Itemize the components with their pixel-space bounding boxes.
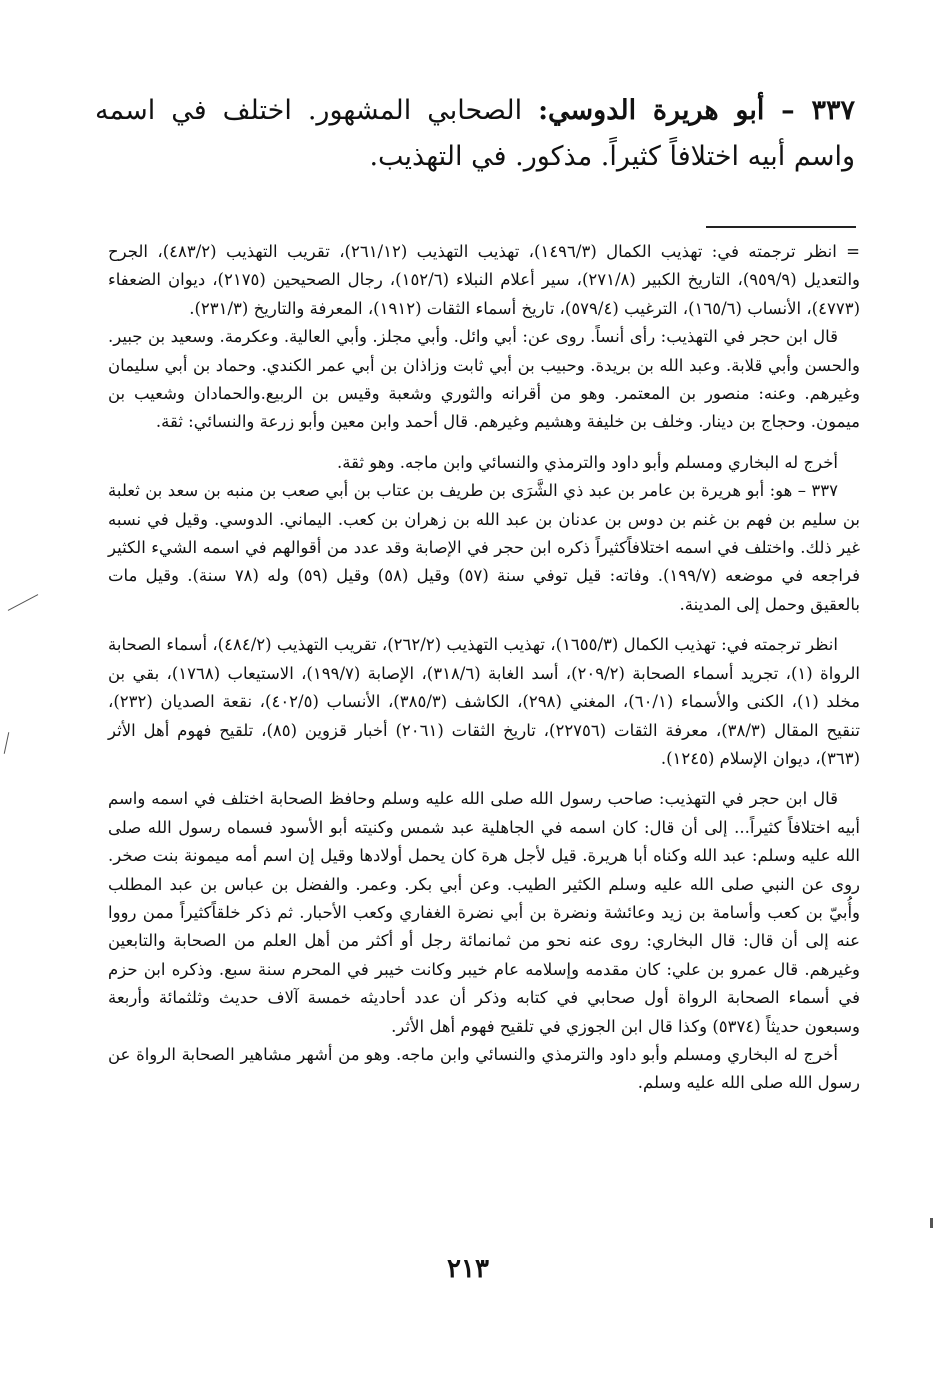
scan-artifact bbox=[8, 594, 38, 611]
footnote-continuation-sources: = انظر ترجمته في: تهذيب الكمال (١٤٩٦/٣)، تهذيب التهذيب (٢٦١/١٢)، تقريب التهذيب (٤٨٣/٢)، الجرح والتعديل (٩٥٩/٩)، التاريخ الكبير (٢٧١/٨)، سير أعلام النبلاء (١٥٢/٦)، رجال الصحيحين (٢١٧٥)، ديوان الضعفاء (٤٧٧٣)، الأنساب (١٦٥/٦)، الترغيب (٥٧٩/٤)، تاريخ أسماء الثقات (١٩١٢)، المعرفة والتاريخ (٢٣١/٣). bbox=[108, 242, 860, 318]
entry-heading: ٣٣٧ – أبو هريرة الدوسي: bbox=[538, 95, 856, 126]
footnote-narrators-337: أخرج له البخاري ومسلم وأبو داود والترمذي والنسائي وابن ماجه. وهو من أشهر مشاهير الصحابة الرواة عن رسول الله صلى الله عليه وسلم. bbox=[108, 1044, 860, 1093]
scan-artifact bbox=[4, 732, 10, 754]
entry-text: الصحابي المشهور. اختلف في اسمه واسم أبيه اختلافاً كثيراً. مذكور. في التهذيب. bbox=[95, 95, 855, 172]
main-entry bbox=[95, 88, 855, 180]
footnotes bbox=[108, 238, 860, 1098]
footnote-sources-337: انظر ترجمته في: تهذيب الكمال (١٦٥٥/٣)، تهذيب التهذيب (٢٦٢/٢)، تقريب التهذيب (٤٨٤/٢)، أسماء الصحابة الرواة (١)، تجريد أسماء الصحابة (٢٠٩/٢)، أسد الغابة (٣١٨/٦)، الإصابة (١٩٩/٧)، الاستيعاب (١٧٦٨)، بقي بن مخلد (١)، الكنى والأسماء (٦٠/١)، المغني (٢٩٨)، الكاشف (٣٨٥/٣)، الأنساب (٤٠٢/٥)، نقعة الصديان (٢٣٢)، تنقيح المقال (٣٨/٣)، معرفة الثقات (٢٢٧٥٦)، تاريخ الثقات (٢٠٦١) أخبار قزوين (٨٥)، تلقيح فهوم أهل الأثر (٣٦٣)، ديوان الإسلام (١٢٤٥). bbox=[108, 635, 860, 768]
footnote-divider bbox=[706, 226, 856, 228]
footnote-entry-337: ٣٣٧ – هو: أبو هريرة بن عامر بن عبد ذي الشَّرَى بن طريف بن عتاب بن أبي صعب بن منبه بن سعد بن ثعلبة بن سليم بن فهم بن غنم بن دوس بن عدنان بن عبد الله بن زهران بن كعب. اليماني. الدوسي. وقيل في نسبه غير ذلك. واختلف في اسمه اختلافاًكثيراً ذكره ابن حجر في الإصابة وقد عدد من أقوالهم في اسمه الشيء الكثير فراجعه في موضعه (١٩٩/٧). وفاته: قيل توفي سنة (٥٧) وقيل (٥٨) وقيل (٥٩) وله (٧٨ سنة). وقيل مات بالعقيق وحمل إلى المدينة. bbox=[108, 481, 860, 614]
scan-artifact bbox=[930, 1218, 933, 1228]
page-number: ٢١٣ bbox=[447, 1254, 489, 1284]
footnote-narrators: أخرج له البخاري ومسلم وأبو داود والترمذي والنسائي وابن ماجه. وهو ثقة. bbox=[337, 452, 838, 472]
footnote-ibn-hajar-337: قال ابن حجر في التهذيب: صاحب رسول الله صلى الله عليه وسلم وحافظ الصحابة اختلف في اسمه واسم أبيه اختلافاً كثيراً... إلى أن قال: كان اسمه في الجاهلية عبد شمس وكنيته أبو الأسود فسماه رسول الله صلى الله عليه وسلم: عبد الله وكناه أبا هريرة. قيل لأجل هرة كان يحمل أولادها وقيل إن اسم أمه ميمونة بنت صخر. روى عن النبي صلى الله عليه وسلم الكثير الطيب. وعن أبي بكر. وعمر. والفضل بن عباس بن عبد المطلب وأُبيّ بن كعب وأسامة بن زيد وعائشة ونضرة بن أبي نضرة الغفاري وكعب الأحبار. ثم ذكر خلقاًكثيراً ممن رووا عنه إلى أن قال: قال البخاري: روى عنه نحو من ثمانمائة رجل أو أكثر من أهل العلم من الصحابة والتابعين وغيرهم. قال عمرو بن علي: كان مقدمه وإسلامه عام خيبر وكانت خيبر في المحرم سنة سبع. وذكره ابن حزم في أسماء الصحابة الرواة أول صحابي في كتابه وذكر أن عدد أحاديثه خمسة آلاف حديث وثلثمائة وأربعة وسبعون حديثاً (٥٣٧٤) وكذا قال ابن الجوزي في تلقيح فهوم أهل الأثر. bbox=[108, 789, 860, 1036]
footnote-ibn-hajar-quote: قال ابن حجر في التهذيب: رأى أنساً. روى عن: أبي وائل. وأبي مجلز. وأبي العالية. وعكرمة. وسعيد بن جبير. والحسن وأبي قلابة. وعبد الله بن بريدة. وحبيب بن أبي ثابت وزاذان بن أبي عمر الكندي. وحماد بن أبي سليمان وغيرهم. وعنه: منصور بن المعتمر. وهو من أقرانه والثوري وشعبة وقيس بن الربيع.والحمادان وشعيب بن ميمون. وحجاج بن دينار. وخلف بن خليفة وهشيم وغيرهم. قال أحمد وابن معين وأبو زرعة والنسائي: ثقة. bbox=[108, 327, 860, 432]
